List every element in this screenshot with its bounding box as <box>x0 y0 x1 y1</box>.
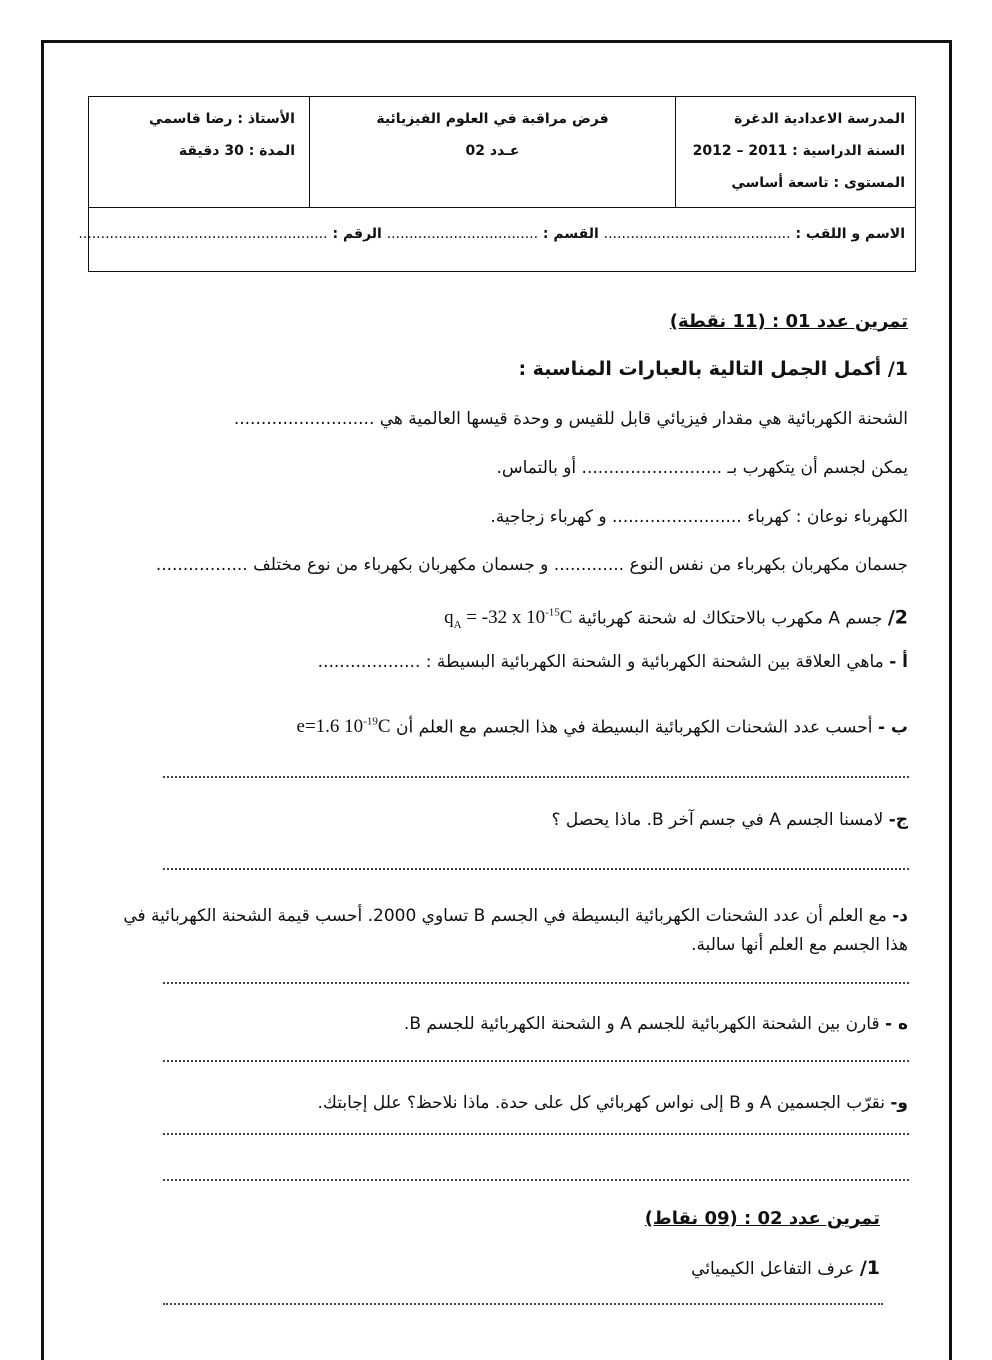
exercise1-question1 <box>518 357 908 381</box>
teacher-name: الأستاذ : رضا قاسمي <box>149 111 295 127</box>
number-label: الرقم : <box>332 226 382 242</box>
c-text: لامسنا الجسم A في جسم آخر B. ماذا يحصل ؟ <box>551 810 884 830</box>
school-year: السنة الدراسية : 2011 – 2012 <box>692 143 905 159</box>
e-formula <box>297 716 391 737</box>
e-text: قارن بين الشحنة الكهربائية للجسم A و الشحنة الكهربائية للجسم B. <box>403 1014 880 1034</box>
sentence-4: جسمان مكهربان بكهرباء من نفس النوع ............. و جسمان مكهربان بكهرباء من نوع مختلف ................. <box>155 555 908 575</box>
name-field[interactable]: .......................................... <box>603 226 791 242</box>
answer-line-e[interactable] <box>163 1060 909 1062</box>
q2-number: 2/ <box>887 606 908 629</box>
class-label: القسم : <box>542 226 599 242</box>
charge-symbol: q <box>444 607 454 629</box>
charge-formula <box>444 607 573 632</box>
question-c <box>551 808 908 832</box>
a-text: ماهي العلاقة بين الشحنة الكهربائية و الشحنة الكهربائية البسيطة : ................... <box>317 652 884 672</box>
e-label: ه - <box>884 1014 908 1034</box>
school-name: المدرسة الاعدادية الدغرة <box>734 111 905 127</box>
header-top-row <box>89 97 915 208</box>
answer-line-d[interactable] <box>163 982 909 984</box>
q1-number: 1/ <box>887 358 908 380</box>
sentence-2: يمكن لجسم أن يتكهرب بـ .......................... أو بالتماس. <box>496 458 908 478</box>
exam-duration: المدة : 30 دقيقة <box>178 143 295 159</box>
header-teacher-cell <box>89 97 309 207</box>
d-text-line2: هذا الجسم مع العلم أنها سالبة. <box>691 935 908 955</box>
charge-exponent: -15 <box>545 607 560 619</box>
student-info-row <box>78 226 905 242</box>
exercise2-title: تمرين عدد 02 : (09 نقاط) <box>644 1208 880 1229</box>
answer-line-ex2-q1[interactable] <box>163 1303 883 1305</box>
c-label: ج- <box>888 810 908 830</box>
header-school-cell <box>675 97 915 207</box>
ex2-q1-text: عرف التفاعل الكيميائي <box>691 1259 855 1279</box>
exam-title: فرض مراقبة في العلوم الفيزيائية <box>376 111 609 127</box>
e-exponent: -19 <box>363 716 378 728</box>
sentence-1: الشحنة الكهربائية هي مقدار فيزيائي قابل للقيس و وحدة قيسها العالمية هي .......................... <box>233 409 908 429</box>
class-field[interactable]: .................................. <box>386 226 539 242</box>
question-b <box>297 710 908 739</box>
charge-subscript: A <box>453 619 462 632</box>
header-exam-cell <box>309 97 675 207</box>
e-value: e=1.6 10 <box>296 716 364 738</box>
charge-value: = -32 x 10 <box>461 607 546 629</box>
q1-text: أكمل الجمل التالية بالعبارات المناسبة : <box>518 358 882 380</box>
d-label: د- <box>892 906 908 926</box>
exam-number: عـدد 02 <box>465 143 520 159</box>
question-d <box>123 904 908 928</box>
answer-line-b[interactable] <box>163 776 909 778</box>
level: المستوى : تاسعة أساسي <box>731 175 905 191</box>
b-label: ب - <box>877 717 908 738</box>
b-text: أحسب عدد الشحنات الكهربائية البسيطة في هذا الجسم مع العلم أن <box>395 717 873 738</box>
exercise1-question2 <box>444 601 908 637</box>
question-a <box>318 650 908 674</box>
ex2-q1-number: 1/ <box>859 1257 880 1279</box>
exercise2-question1 <box>691 1256 880 1281</box>
charge-unit: C <box>559 607 573 629</box>
answer-line-c[interactable] <box>163 868 909 870</box>
q2-text: جسم A مكهرب بالاحتكاك له شحنة كهربائية <box>577 608 883 629</box>
exercise1-title: تمرين عدد 01 : (11 نقطة) <box>669 311 908 332</box>
header-table <box>78 96 916 272</box>
f-label: و- <box>890 1093 908 1113</box>
f-text: نقرّب الجسمين A و B إلى نواس كهربائي كل على حدة. ماذا نلاحظ؟ علل إجابتك. <box>317 1093 885 1113</box>
number-field[interactable]: ........................................................ <box>78 226 328 242</box>
e-unit: C <box>377 716 391 738</box>
a-label: أ - <box>889 652 908 672</box>
name-label: الاسم و اللقب : <box>795 226 905 242</box>
question-f <box>318 1091 909 1115</box>
question-e <box>404 1012 908 1036</box>
answer-line-f2[interactable] <box>163 1179 909 1181</box>
d-text-line1: مع العلم أن عدد الشحنات الكهربائية البسيطة في الجسم B تساوي 2000. أحسب قيمة الشحنة الكهربائية في <box>123 906 887 926</box>
answer-line-f1[interactable] <box>163 1133 909 1135</box>
sentence-3: الكهرباء نوعان : كهرباء ........................ و كهرباء زجاجية. <box>490 507 908 527</box>
